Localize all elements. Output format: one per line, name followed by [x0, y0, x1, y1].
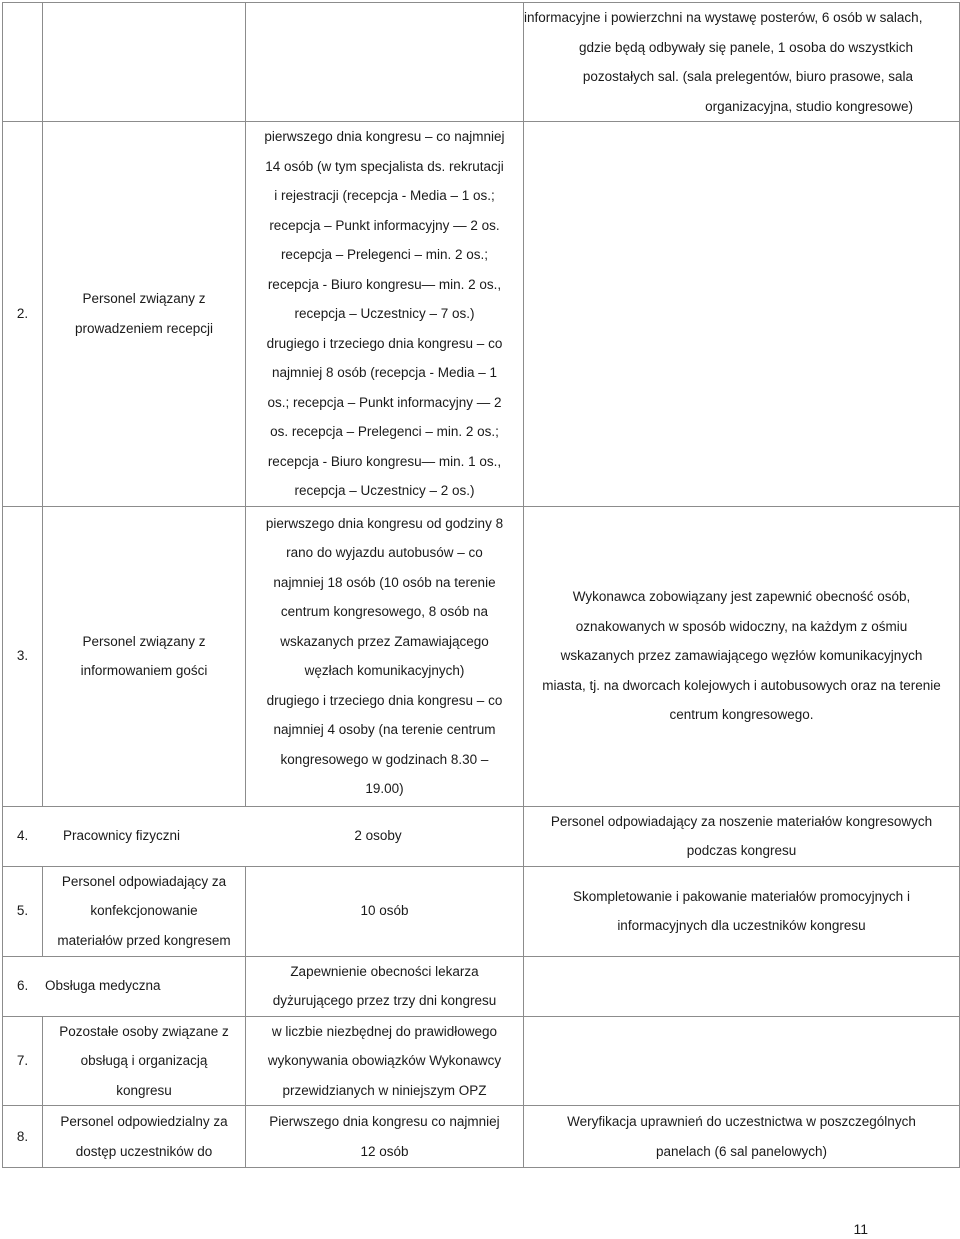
desc-line: oznakowanych w sposób widoczny, na każdym z ośmiu [575, 618, 908, 634]
desc-line: podczas kongresu [686, 843, 797, 858]
name-line: materiałów przed kongresem [57, 932, 231, 948]
desc-line: pozostałych sal. (sala prelegentów, biuro prasowe, sala [582, 69, 913, 84]
qty-line: kongresowego w godzinach 8.30 – [280, 751, 489, 767]
qty-line: Zapewnienie obecności lekarza [290, 963, 479, 979]
qty-line: drugiego i trzeciego dnia kongresu – co [266, 692, 503, 708]
desc-line: informacyjnych dla uczestników kongresu [617, 918, 866, 933]
cell-num: 6. [17, 978, 29, 994]
cell-qty: 2 osoby [354, 828, 402, 844]
name-line: Personel odpowiadający za [61, 873, 227, 889]
name-line: informowaniem gości [80, 663, 208, 678]
name-line: Pozostałe osoby związane z [59, 1023, 229, 1039]
qty-line: recepcja – Uczestnicy – 7 os.) [294, 306, 475, 321]
table-row [3, 1106, 960, 1168]
name-line: konfekcjonowanie [90, 903, 198, 919]
cell-qty [246, 506, 524, 806]
qty-line: pierwszego dnia kongresu – co najmniej [264, 129, 505, 144]
qty-line: w liczbie niezbędnej do prawidłowego [271, 1023, 498, 1039]
name-line: Personel związany z [82, 291, 206, 307]
desc-line: wskazanych przez zamawiającego węzłów komunikacyjnych [560, 648, 923, 664]
cell-desc [524, 1016, 960, 1106]
cell-qty [246, 1106, 524, 1168]
qty-line: najmniej 4 osoby (na terenie centrum [273, 722, 496, 737]
qty-line: 14 osób (w tym specjalista ds. rekrutacji [265, 158, 504, 174]
cell-name: Obsługa medyczna [45, 978, 161, 994]
qty-line: Pierwszego dnia kongresu co najmniej [269, 1114, 500, 1129]
qty-line: os.; recepcja – Punkt informacyjny — 2 [267, 394, 502, 410]
page-number: 11 [853, 1221, 868, 1237]
cell-name [43, 1016, 246, 1106]
qty-line: węzłach komunikacyjnych) [304, 663, 465, 678]
cell-name: Pracownicy fizyczni [63, 828, 181, 844]
qty-line: os. recepcja – Prelegenci – min. 2 os.; [270, 424, 499, 439]
qty-line: 10 osób [360, 903, 409, 919]
qty-line: najmniej 8 osób (recepcja - Media – 1 [271, 365, 498, 380]
cell-desc [524, 956, 960, 1016]
desc-line: informacyjne i powierzchni na wystawę posterów, 6 osób w salach, [524, 10, 923, 25]
cell-qty [246, 956, 524, 1016]
cell-desc [524, 1106, 960, 1168]
qty-line: recepcja - Biuro kongresu— min. 1 os., [267, 453, 502, 469]
table-row-continuation [3, 3, 960, 122]
desc-line: Personel odpowiadający za noszenie materiałów kongresowych [550, 813, 933, 829]
qty-line: 12 osób [360, 1143, 409, 1159]
cell-qty [246, 3, 524, 122]
cell-num [3, 3, 43, 122]
staff-table [2, 2, 960, 1168]
cell-name [43, 1106, 246, 1168]
name-line: Personel związany z [82, 633, 206, 649]
qty-line: recepcja - Biuro kongresu— min. 2 os., [267, 276, 502, 292]
cell-desc [524, 3, 960, 122]
name-line: kongresu [116, 1082, 172, 1098]
cell-desc [524, 122, 960, 507]
qty-line: najmniej 18 osób (10 osób na terenie [273, 574, 496, 590]
cell-qty [246, 866, 524, 956]
cell-name [43, 506, 246, 806]
desc-line: Weryfikacja uprawnień do uczestnictwa w poszczególnych [567, 1114, 916, 1129]
qty-line: przewidzianych w niniejszym OPZ [282, 1082, 487, 1098]
qty-line: wskazanych przez Zamawiającego [280, 633, 489, 649]
desc-line: Wykonawca zobowiązany jest zapewnić obecność osób, [572, 589, 911, 605]
table-row [3, 1016, 960, 1106]
cell-desc [524, 806, 960, 866]
qty-line: 19.00) [365, 781, 404, 796]
cell-name [43, 866, 246, 956]
cell-qty [246, 122, 524, 507]
qty-line: centrum kongresowego, 8 osób na [280, 604, 489, 619]
qty-line: rano do wyjazdu autobusów – co [286, 545, 483, 560]
desc-line: miasta, tj. na dworcach kolejowych i autobusowych oraz na terenie [542, 677, 941, 693]
cell-num: 7. [3, 1016, 43, 1106]
desc-line: organizacyjna, studio kongresowe) [705, 98, 913, 114]
cell-merged [3, 956, 246, 1016]
desc-line: centrum kongresowego. [669, 707, 814, 723]
qty-line: drugiego i trzeciego dnia kongresu – co [266, 335, 503, 351]
desc-line: panelach (6 sal panelowych) [655, 1143, 828, 1159]
cell-merged [3, 806, 524, 866]
qty-line: pierwszego dnia kongresu od godziny 8 [265, 515, 504, 531]
cell-name [43, 3, 246, 122]
cell-num: 2. [3, 122, 43, 507]
table-row [3, 866, 960, 956]
table-row [3, 806, 960, 866]
desc-line: Skompletowanie i pakowanie materiałów promocyjnych i [573, 888, 910, 904]
cell-num: 8. [3, 1106, 43, 1168]
qty-line: recepcja – Uczestnicy – 2 os.) [294, 483, 475, 498]
qty-line: recepcja – Punkt informacyjny — 2 os. [269, 217, 500, 233]
cell-name [43, 122, 246, 507]
qty-line: wykonywania obowiązków Wykonawcy [267, 1053, 502, 1068]
cell-desc [524, 866, 960, 956]
desc-line: gdzie będą odbywały się panele, 1 osoba do wszystkich [579, 39, 913, 55]
name-line: dostęp uczestników do [75, 1143, 213, 1159]
cell-num: 4. [17, 828, 29, 844]
name-line: prowadzeniem recepcji [74, 320, 214, 336]
qty-line: i rejestracji (recepcja - Media – 1 os.; [274, 188, 495, 203]
cell-desc [524, 506, 960, 806]
cell-num: 3. [3, 506, 43, 806]
table-row [3, 122, 960, 507]
qty-line: recepcja – Prelegenci – min. 2 os.; [280, 247, 489, 262]
qty-line: dyżurującego przez trzy dni kongresu [272, 993, 497, 1008]
table-row [3, 956, 960, 1016]
table-row [3, 506, 960, 806]
cell-num: 5. [3, 866, 43, 956]
name-line: obsługą i organizacją [80, 1053, 208, 1068]
cell-qty [246, 1016, 524, 1106]
name-line: Personel odpowiedzialny za [60, 1114, 228, 1129]
